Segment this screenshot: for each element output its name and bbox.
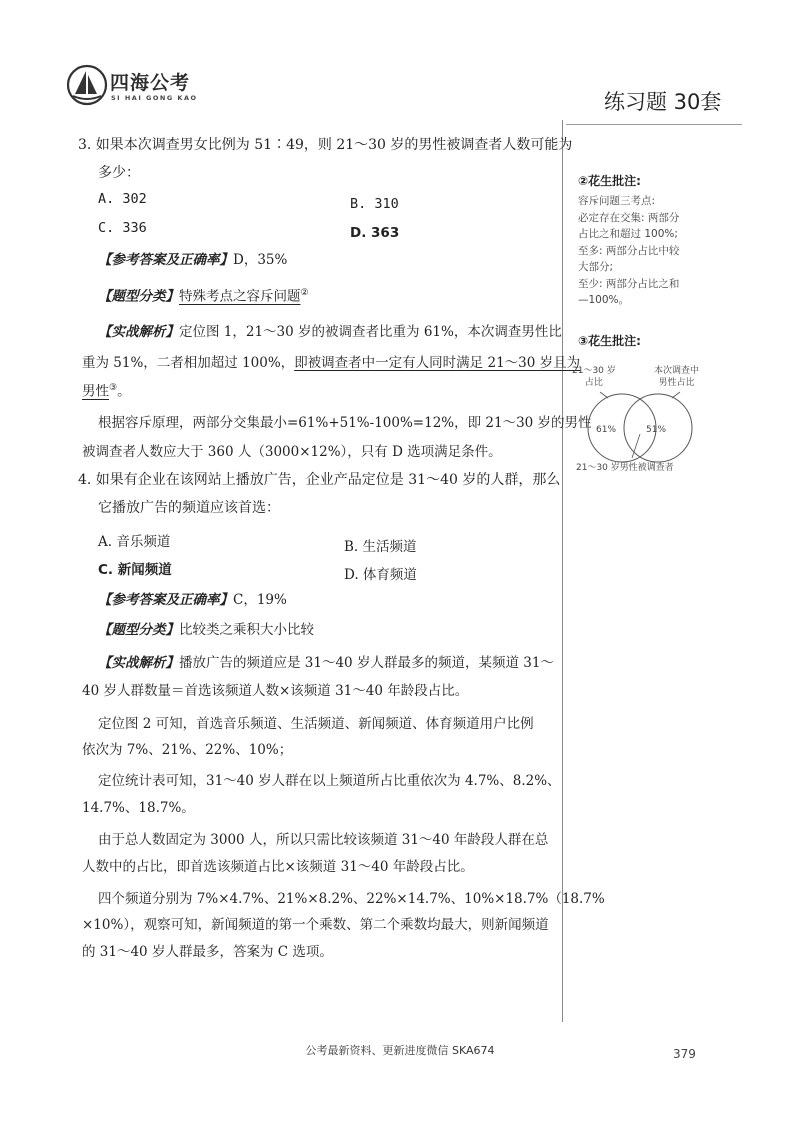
q3-analysis-text1: 定位图 1，21～30 岁的被调查者比重为 61%，本次调查男性比: [179, 324, 562, 340]
q3-type-value: 特殊考点之容斥问题: [179, 288, 301, 305]
q4-answer: [98, 590, 287, 610]
q3-option-a: A. 302: [98, 191, 147, 207]
q4-para5-line1: 四个频道分别为 7%×4.7%、21%×8.2%、22%×14.7%、10%×18.7%（18.7%: [98, 891, 605, 907]
venn-left-label-line1: 21～30 岁: [572, 366, 616, 376]
side-note-2-line: —100%。: [578, 294, 630, 306]
venn-right-label-line1: 本次调查中: [654, 366, 700, 376]
q4-option-a: A. 音乐频道: [98, 534, 171, 550]
q4-option-d: D. 体育频道: [344, 567, 417, 583]
q3-option-d: D. 363: [350, 225, 400, 241]
side-note-3-title: ③花生批注:: [578, 334, 641, 348]
logo-chinese-text: 四海公考: [110, 72, 191, 94]
q4-analysis-text1: 播放广告的频道应是 31～40 岁人群最多的频道，某频道 31～: [179, 655, 554, 671]
side-note-2-line: 容斥问题三考点:: [578, 195, 656, 207]
q4-option-b: B. 生活频道: [344, 539, 417, 555]
q3-analysis-text2b: 即被调查者中一定有人同时满足 21～30 岁且为: [294, 355, 581, 371]
q3-stem-line2: 多少：: [98, 165, 140, 181]
q3-analysis-ref: ③: [109, 383, 118, 393]
q3-answer-value: D，35%: [233, 252, 288, 268]
side-note-2-line: 至少: 两部分占比之和: [578, 277, 680, 290]
q3-type: [98, 283, 309, 307]
venn-left-label-line2: 占比: [584, 378, 603, 388]
q4-analysis-tag: 【实战解析】: [98, 655, 179, 671]
q4-para4-line1: 由于总人数固定为 3000 人，所以只需比较该频道 31～40 年龄段人群在总: [98, 832, 549, 848]
side-note-2-line: 占比之和超过 100%;: [578, 228, 678, 240]
q4-stem-line1: 4. 如果有企业在该网站上播放广告，企业产品定位是 31～40 岁的人群，那么: [78, 472, 561, 488]
venn-left-value: 61%: [596, 425, 617, 435]
q4-type-value: 比较类之乘积大小比较: [179, 622, 314, 638]
q4-type: [98, 620, 314, 640]
q3-option-b: B. 310: [350, 196, 399, 212]
q3-stem-line1: 3. 如果本次调查男女比例为 51∶49，则 21～30 岁的男性被调查者人数可能为: [78, 137, 573, 153]
publisher-logo: [66, 64, 246, 108]
q4-stem-line2: 它播放广告的频道应该首选：: [98, 500, 280, 516]
side-note-2-line: 必定存在交集: 两部分: [578, 211, 680, 224]
q3-analysis-text3b: 。: [117, 383, 131, 400]
logo-english-text: SI HAI GONG KAO: [111, 94, 198, 102]
venn-bottom-label: 21～30 岁男性被调查者: [576, 463, 674, 473]
venn-right-value: 51%: [646, 425, 667, 435]
q4-analysis-line2: 40 岁人群数量＝首选该频道人数×该频道 31～40 年龄段占比。: [82, 683, 469, 699]
header-rule: [566, 124, 742, 125]
q4-para4-line2: 人数中的占比，即首选该频道占比×该频道 31～40 年龄段占比。: [82, 859, 474, 875]
column-divider: [562, 120, 563, 1022]
q4-para2-line2: 依次为 7%、21%、22%、10%；: [82, 742, 293, 758]
q3-analysis-tag: 【实战解析】: [98, 324, 179, 340]
q3-analysis-line2: [82, 353, 580, 373]
venn-right-label-line2: 男性占比: [658, 378, 695, 388]
q3-analysis-line3: [82, 378, 131, 402]
q4-type-tag: 【题型分类】: [98, 622, 179, 638]
q3-type-ref: ②: [300, 288, 309, 298]
q3-principle-line1: 根据容斥原理，两部分交集最小=61%+51%-100%=12%，即 21～30 岁的男性: [98, 415, 592, 431]
q3-analysis-text3a: 男性: [82, 383, 109, 400]
q4-para2-line1: 定位图 2 可知，首选音乐频道、生活频道、新闻频道、体育频道用户比例: [98, 716, 534, 732]
q3-option-c: C. 336: [98, 220, 147, 236]
footer-note: 公考最新资料、更新进度微信 SKA674: [305, 1044, 495, 1057]
q4-para3-line1: 定位统计表可知，31～40 岁人群在以上频道所占比重依次为 4.7%、8.2%、: [98, 773, 561, 789]
side-note-3: [578, 332, 748, 349]
side-note-2-title: ②花生批注:: [578, 174, 641, 188]
side-note-2-line: 至多: 两部分占比中较: [578, 244, 680, 257]
side-note-2: [578, 172, 748, 309]
q4-answer-value: C，19%: [233, 592, 287, 608]
q3-principle-line2: 被调查者人数应大于 360 人（3000×12%），只有 D 选项满足条件。: [82, 444, 502, 460]
q3-answer-tag: 【参考答案及正确率】: [98, 252, 233, 268]
q4-answer-tag: 【参考答案及正确率】: [98, 592, 233, 608]
q3-type-tag: 【题型分类】: [98, 288, 179, 305]
q3-answer: [98, 250, 287, 270]
q4-para5-line3: 的 31～40 岁人群最多，答案为 C 选项。: [82, 944, 333, 960]
sailboat-logo-icon: [66, 64, 108, 106]
q4-option-c: C. 新闻频道: [98, 562, 172, 578]
side-note-2-line: 大部分;: [578, 261, 614, 273]
q4-para3-line2: 14.7%、18.7%。: [82, 800, 195, 816]
q4-analysis-line1: [98, 653, 554, 673]
page-title: 练习题 30套: [604, 90, 722, 114]
side-note-2-body: [578, 193, 748, 309]
page-number: 379: [673, 1047, 696, 1061]
q3-analysis-text2a: 重为 51%，二者相加超过 100%，: [82, 355, 295, 371]
q4-para5-line2: ×10%），观察可知，新闻频道的第一个乘数、第二个乘数均最大，则新闻频道: [82, 917, 549, 933]
q3-analysis-line1: [98, 322, 562, 342]
